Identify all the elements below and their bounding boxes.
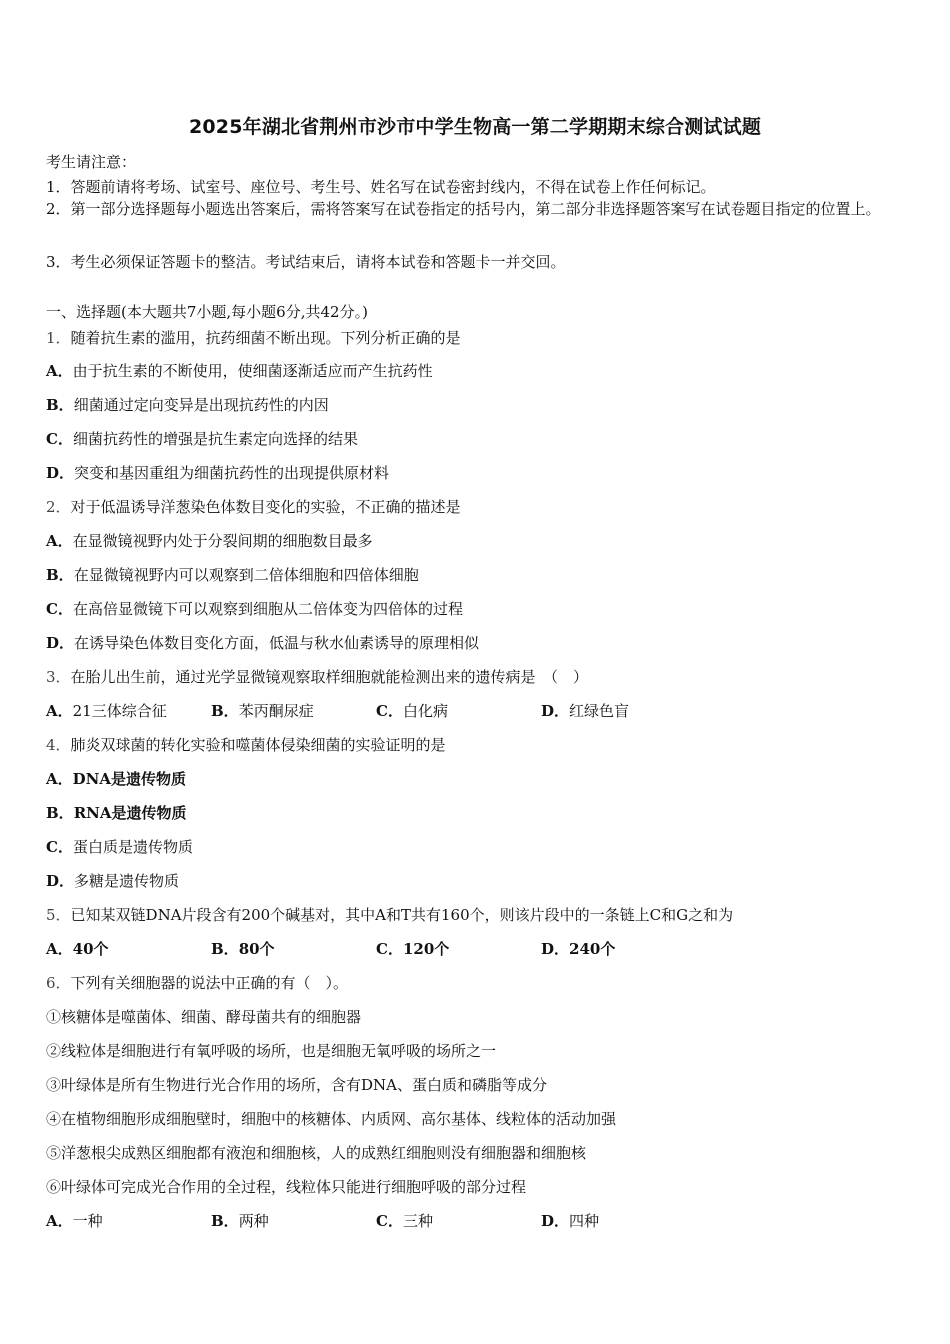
q2-option-d: D．在诱导染色体数目变化方面，低温与秋水仙素诱导的原理相似 [46, 634, 480, 652]
q6-statement-4: ④在植物细胞形成细胞壁时，细胞中的核糖体、内质网、高尔基体、线粒体的活动加强 [46, 1110, 617, 1128]
question-1 [46, 327, 461, 348]
question-5 [46, 904, 733, 925]
question-3 [46, 666, 588, 687]
q6-statement-3: ③叶绿体是所有生物进行光合作用的场所，含有DNA、蛋白质和磷脂等成分 [46, 1076, 547, 1094]
q6-statement-5: ⑤洋葱根尖成熟区细胞都有液泡和细胞核，人的成熟红细胞则没有细胞器和细胞核 [46, 1144, 587, 1162]
notice-item-3: 3．考生必须保证答题卡的整洁。考试结束后，请将本试卷和答题卡一并交回。 [46, 253, 566, 271]
question-2 [46, 496, 461, 517]
notice-item-1: 1．答题前请将考场、试室号、座位号、考生号、姓名写在试卷密封线内，不得在试卷上作任何标记。 [46, 178, 716, 196]
q4-option-b: B．RNA是遗传物质 [46, 804, 187, 822]
q3-option-d: D．红绿色盲 [541, 702, 630, 720]
q4-option-d: D．多糖是遗传物质 [46, 872, 180, 890]
question-stem: 在胎儿出生前，通过光学显微镜观察取样细胞就能检测出来的遗传病是 （ ） [70, 668, 589, 686]
question-number: 3． [46, 668, 71, 686]
section-heading: 一、选择题(本大题共7小题,每小题6分,共42分。) [46, 303, 368, 321]
q3-option-c: C．白化病 [376, 702, 448, 720]
q2-option-c: C．在高倍显微镜下可以观察到细胞从二倍体变为四倍体的过程 [46, 600, 463, 618]
q5-option-a: A．40个 [46, 940, 109, 958]
notice-heading: 考生请注意： [46, 153, 137, 171]
q2-option-b: B．在显微镜视野内可以观察到二倍体细胞和四倍体细胞 [46, 566, 419, 584]
question-stem: 下列有关细胞器的说法中正确的有（ ）。 [70, 974, 349, 992]
question-number: 6． [46, 974, 71, 992]
q1-option-c: C．细菌抗药性的增强是抗生素定向选择的结果 [46, 430, 358, 448]
q6-statement-2: ②线粒体是细胞进行有氧呼吸的场所，也是细胞无氧呼吸的场所之一 [46, 1042, 497, 1060]
q1-option-b: B．细菌通过定向变异是出现抗药性的内因 [46, 396, 329, 414]
question-number: 5． [46, 906, 71, 924]
q3-option-b: B．苯丙酮尿症 [211, 702, 314, 720]
q5-option-d: D．240个 [541, 940, 616, 958]
q4-option-c: C．蛋白质是遗传物质 [46, 838, 193, 856]
q1-option-d: D．突变和基因重组为细菌抗药性的出现提供原材料 [46, 464, 390, 482]
q6-option-d: D．四种 [541, 1212, 600, 1230]
q1-option-a: A．由于抗生素的不断使用，使细菌逐渐适应而产生抗药性 [46, 362, 433, 380]
question-stem: 对于低温诱导洋葱染色体数目变化的实验，不正确的描述是 [70, 498, 461, 516]
q5-option-c: C．120个 [376, 940, 450, 958]
question-4 [46, 734, 446, 755]
q2-option-a: A．在显微镜视野内处于分裂间期的细胞数目最多 [46, 532, 373, 550]
q6-option-a: A．一种 [46, 1212, 103, 1230]
q3-option-a: A．21三体综合征 [46, 702, 167, 720]
q6-statement-1: ①核糖体是噬菌体、细菌、酵母菌共有的细胞器 [46, 1008, 362, 1026]
question-stem: 随着抗生素的滥用，抗药细菌不断出现。下列分析正确的是 [70, 329, 461, 347]
q6-statement-6: ⑥叶绿体可完成光合作用的全过程，线粒体只能进行细胞呼吸的部分过程 [46, 1178, 527, 1196]
notice-item-2: 2．第一部分选择题每小题选出答案后，需将答案写在试卷指定的括号内，第二部分非选择题答案写在试卷题目指定的位置上。 [46, 200, 881, 218]
question-stem: 肺炎双球菌的转化实验和噬菌体侵染细菌的实验证明的是 [70, 736, 446, 754]
q6-option-c: C．三种 [376, 1212, 433, 1230]
question-stem: 已知某双链DNA片段含有200个碱基对，其中A和T共有160个，则该片段中的一条链上C和G之和为 [70, 906, 734, 924]
question-number: 4． [46, 736, 71, 754]
q6-option-b: B．两种 [211, 1212, 269, 1230]
page-title: 2025年湖北省荆州市沙市中学生物高一第二学期期末综合测试试题 [188, 116, 762, 138]
q5-option-b: B．80个 [211, 940, 275, 958]
q4-option-a: A．DNA是遗传物质 [46, 770, 186, 788]
question-number: 2． [46, 498, 71, 516]
question-number: 1． [46, 329, 71, 347]
question-6 [46, 972, 348, 993]
